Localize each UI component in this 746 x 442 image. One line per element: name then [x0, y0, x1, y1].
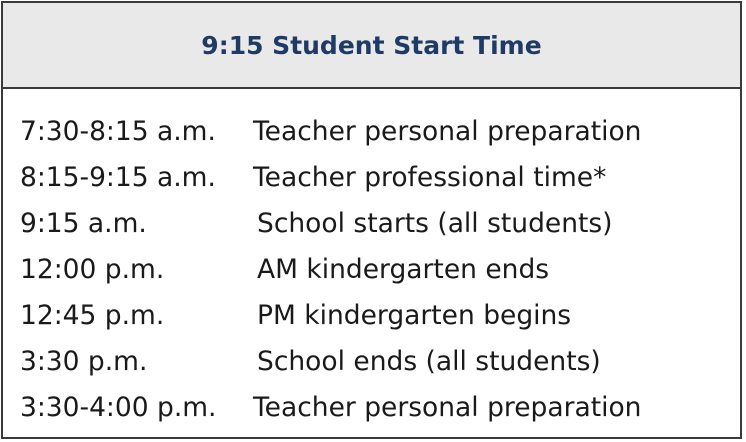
row-time: 7:30-8:15 a.m.	[20, 115, 216, 147]
row-time: 3:30 p.m.	[20, 345, 148, 377]
schedule-title: 9:15 Student Start Time	[201, 30, 542, 60]
row-event: School ends (all students)	[257, 345, 601, 377]
row-event: PM kindergarten begins	[257, 299, 572, 331]
schedule-row	[20, 108, 736, 154]
row-time: 8:15-9:15 a.m.	[20, 161, 216, 193]
schedule-table	[1, 1, 742, 439]
row-event: Teacher personal preparation	[253, 115, 642, 147]
schedule-row	[20, 154, 736, 200]
row-event: Teacher personal preparation	[253, 391, 642, 423]
row-event: Teacher professional time*	[253, 161, 607, 193]
row-event: School starts (all students)	[257, 207, 613, 239]
row-time: 12:00 p.m.	[20, 253, 165, 285]
schedule-row	[20, 338, 736, 384]
row-time: 12:45 p.m.	[20, 299, 165, 331]
schedule-row	[20, 200, 736, 246]
schedule-rows	[20, 108, 736, 430]
schedule-row	[20, 384, 736, 430]
schedule-header	[3, 3, 740, 89]
schedule-row	[20, 292, 736, 338]
row-time: 3:30-4:00 p.m.	[20, 391, 217, 423]
row-time: 9:15 a.m.	[20, 207, 147, 239]
row-event: AM kindergarten ends	[257, 253, 550, 285]
schedule-row	[20, 246, 736, 292]
